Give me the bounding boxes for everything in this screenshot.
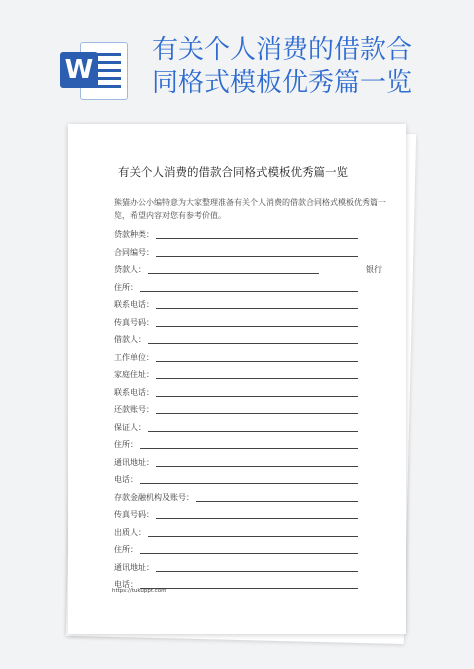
header-banner — [0, 0, 474, 118]
field-label: 住所： — [114, 282, 138, 292]
field-blank-line[interactable] — [148, 343, 358, 344]
field-blank-line[interactable] — [156, 466, 358, 467]
field-blank-line[interactable] — [140, 448, 358, 449]
field-blank-line[interactable] — [140, 553, 358, 554]
field-label: 住所： — [114, 545, 138, 554]
field-label: 借款人： — [114, 335, 146, 344]
field-label: 通讯地址： — [114, 457, 154, 467]
page-title-line-2: 同格式模板优秀篇一览 — [152, 68, 413, 98]
field-blank-line[interactable] — [140, 483, 358, 484]
field-label: 住所： — [114, 440, 138, 449]
field-label: 合同编号： — [114, 247, 154, 257]
field-label: 联系电话： — [114, 300, 154, 309]
field-label: 出质人： — [114, 527, 146, 537]
form-field-row — [114, 473, 358, 485]
field-label: 传真号码： — [114, 317, 154, 327]
field-blank-line[interactable] — [156, 238, 358, 239]
form-field-row — [114, 456, 358, 468]
field-label: 存款金融机构及账号： — [114, 492, 194, 502]
field-label: 贷款人： — [114, 265, 146, 274]
form-field-row — [114, 403, 358, 415]
field-label: 还款账号： — [114, 405, 154, 414]
field-blank-line[interactable] — [156, 518, 358, 519]
field-blank-line[interactable] — [156, 308, 358, 309]
field-blank-line[interactable] — [196, 501, 358, 502]
form-field-row — [114, 508, 358, 520]
field-blank-line[interactable] — [148, 536, 358, 537]
form-field-row — [114, 368, 358, 380]
document-title: 有关个人消费的借款合同格式模板优秀篇一览 — [118, 165, 348, 179]
form-field-row — [114, 228, 358, 240]
field-label: 保证人： — [114, 422, 146, 432]
form-field-row — [114, 526, 358, 538]
form-field-row — [114, 246, 358, 258]
footer-url: https://tukuppt.com — [112, 588, 167, 594]
form-field-row — [114, 491, 358, 503]
field-label: 通讯地址： — [114, 562, 154, 572]
field-blank-line[interactable] — [140, 291, 358, 292]
field-label: 联系电话： — [114, 387, 154, 397]
field-blank-line[interactable] — [156, 413, 358, 414]
word-letter-badge: W — [60, 52, 98, 88]
form-field-row — [114, 316, 358, 328]
field-blank-line[interactable] — [156, 571, 358, 572]
form-field-row — [114, 351, 358, 363]
document-preview — [68, 124, 406, 634]
form-field-row — [114, 263, 382, 275]
field-blank-line[interactable] — [148, 273, 319, 274]
field-label: 传真号码： — [114, 510, 154, 519]
document-intro: 熊猫办公小编特意为大家整理准备有关个人消费的借款合同格式模板优秀篇一览，希望内容对您有参考价值。 — [114, 198, 386, 220]
form-field-row — [114, 421, 358, 433]
field-blank-line[interactable] — [156, 326, 358, 327]
field-blank-line[interactable] — [156, 256, 358, 257]
form-field-row — [114, 438, 358, 450]
form-field-row — [114, 281, 358, 293]
field-label: 贷款种类： — [114, 230, 154, 239]
field-blank-line[interactable] — [156, 396, 358, 397]
form-field-row — [114, 543, 358, 555]
form-field-row — [114, 386, 358, 398]
field-blank-line[interactable] — [156, 361, 358, 362]
field-label: 家庭住址： — [114, 370, 154, 379]
word-document-icon — [60, 38, 128, 100]
field-label: 工作单位： — [114, 352, 154, 362]
field-blank-line[interactable] — [156, 378, 358, 379]
form-field-row — [114, 298, 358, 310]
form-field-row — [114, 561, 358, 573]
field-suffix: 银行 — [366, 265, 382, 274]
field-blank-line[interactable] — [148, 431, 358, 432]
page-title-line-1: 有关个人消费的借款合 — [152, 35, 413, 65]
field-label: 电话： — [114, 475, 138, 484]
field-label: 电话： — [114, 580, 138, 589]
form-field-row — [114, 333, 358, 345]
field-blank-line[interactable] — [140, 588, 358, 589]
